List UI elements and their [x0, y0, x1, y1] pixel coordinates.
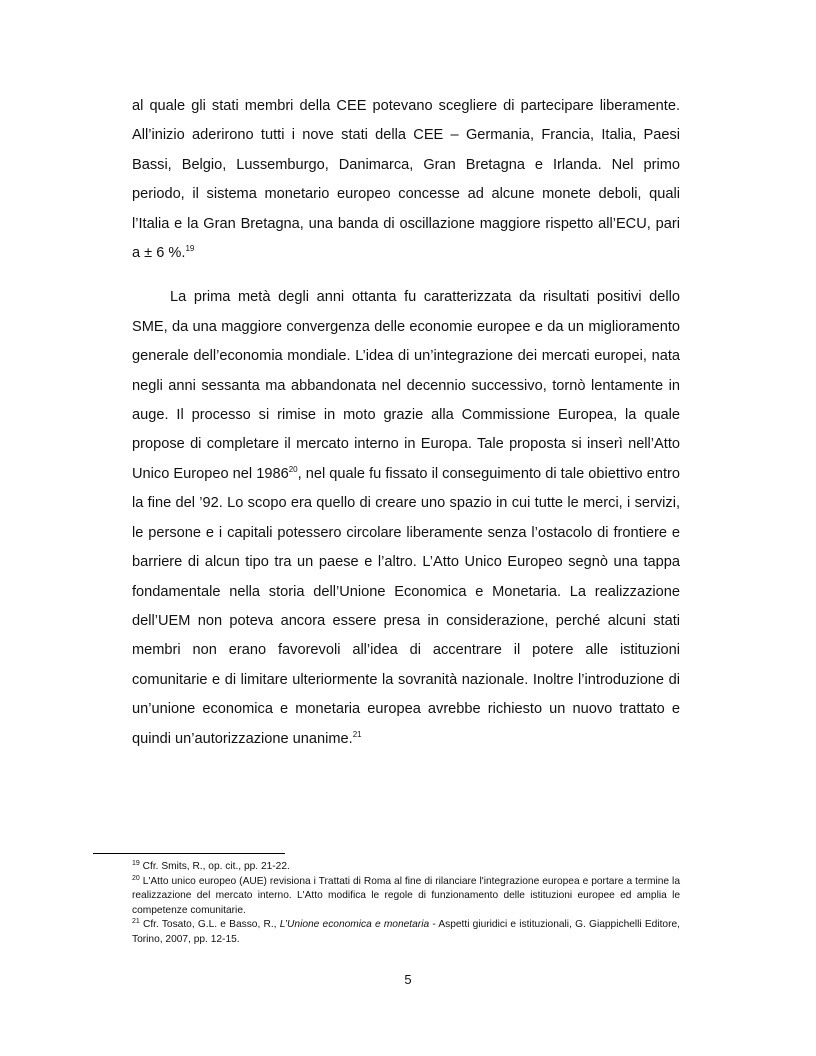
footnote-20 — [132, 875, 680, 919]
footnote-21-number: 21 — [132, 918, 140, 926]
footnote-ref-19[interactable]: 19 — [185, 244, 195, 254]
paragraph-2-text-b: , nel quale fu fissato il conseguimento di tale obiettivo entro la fine del ’92. Lo scopo era quello di creare uno spazio in cui tutte le merci, i servizi, le persone e i capitali potessero circolare liberamente senza l’ostacolo di frontiere e barriere di alcun tipo tra un paese e l’altro. L’Atto Unico Europeo segnò una tappa fondamentale nella storia dell’Unione Economica e Monetaria. La realizzazione dell’UEM non poteva ancora essere presa in considerazione, perché alcuni stati membri non erano favorevoli all’idea di accentrare il potere alle istituzioni comunitarie e di limitare ulteriormente la sovranità nazionale. Inoltre l’introduzione di un’unione economica e monetaria europea avrebbe richiesto un nuovo trattato e quindi un’autorizzazione unanime. — [132, 465, 680, 747]
footnote-20-number: 20 — [132, 874, 140, 882]
footnote-21-text-b: - Aspetti giuridici e istituzionali, G. Giappichelli Editore, Torino, 2007, pp. 12-15. — [132, 919, 680, 945]
paragraph-1 — [132, 92, 680, 268]
footnote-21-text-a: Cfr. Tosato, G.L. e Basso, R., — [142, 919, 280, 931]
paragraph-2-text-a: La prima metà degli anni ottanta fu caratterizzata da risultati positivi dello SME, da una maggiore convergenza delle economie europee e da un miglioramento generale dell’economia mondiale. L’idea di un’integrazione dei mercati europei, nata negli anni sessanta ma abbandonata nel decennio successivo, tornò lentamente in auge. Il processo si rimise in moto grazie alla Commissione Europea, la quale propose di completare il mercato interno in Europa. Tale proposta si inserì nell’Atto Unico Europeo nel 1986 — [132, 289, 680, 482]
footnote-19-text: Cfr. Smits, R., op. cit., pp. 21-22. — [142, 861, 290, 872]
footnote-19-number: 19 — [132, 860, 140, 867]
footnote-ref-20[interactable]: 20 — [288, 464, 298, 474]
page-number: 5 — [404, 972, 412, 987]
paragraph-1-text: al quale gli stati membri della CEE potevano scegliere di partecipare liberamente. All’inizio aderirono tutti i nove stati della CEE – Germania, Francia, Italia, Paesi Bassi, Belgio, Lussemburgo, Danimarca, Gran Bretagna e Irlanda. Nel primo periodo, il sistema monetario europeo concesse ad alcune monete deboli, quali l’Italia e la Gran Bretagna, una banda di oscillazione maggiore rispetto all’ECU, pari a ± 6 %. — [132, 98, 680, 262]
body-text — [132, 92, 680, 754]
footnotes — [132, 860, 680, 948]
footnote-21 — [132, 918, 680, 947]
footnote-20-text: L'Atto unico europeo (AUE) revisiona i Trattati di Roma al fine di rilanciare l'integrazione europea e portare a termine la realizzazione del mercato interno. L'Atto modifica le regole di funzionamento delle istituzioni europee ed amplia le competenze comunitarie. — [132, 875, 680, 916]
footnote-21-title: L’Unione economica e monetaria — [279, 919, 430, 931]
paragraph-2 — [132, 283, 680, 754]
footnote-separator — [93, 853, 285, 854]
footnote-ref-21[interactable]: 21 — [352, 729, 362, 739]
footnote-19 — [132, 860, 680, 875]
